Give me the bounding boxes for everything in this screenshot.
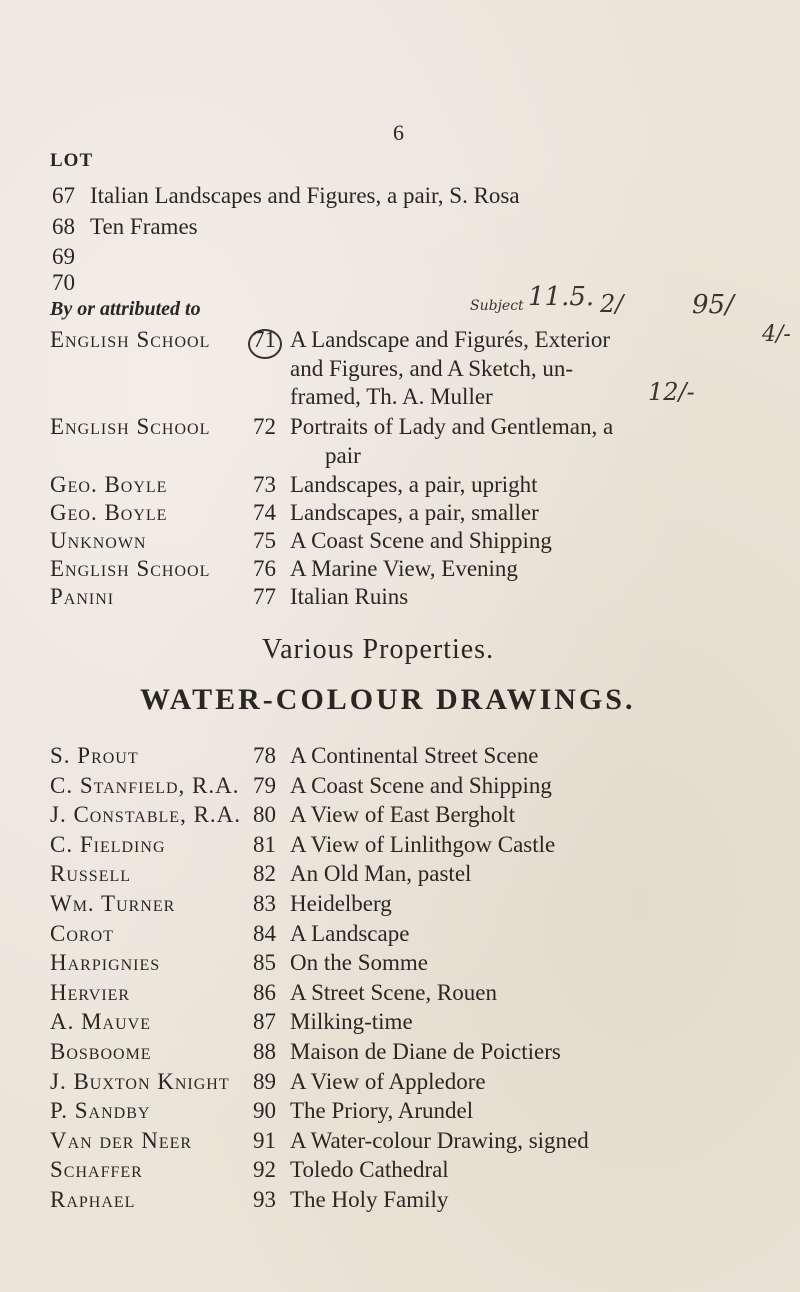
lot-description-continued: pair bbox=[325, 443, 361, 468]
lot-row-90 bbox=[0, 1098, 800, 1132]
lot-description: A View of Linlithgow Castle bbox=[290, 832, 556, 857]
lot-title: Ten Frames bbox=[90, 214, 198, 239]
artist-name: Russell bbox=[50, 861, 132, 886]
lot-description: Heidelberg bbox=[290, 891, 392, 916]
lot-description: A Continental Street Scene bbox=[290, 743, 539, 768]
lot-description: The Holy Family bbox=[290, 1187, 449, 1212]
lot-row-88 bbox=[0, 1039, 800, 1073]
artist-name: C. Stanfield, R.A. bbox=[50, 773, 240, 798]
artist-name: S. Prout bbox=[50, 743, 139, 768]
lot-number: 83 bbox=[253, 891, 276, 916]
lot-row-92 bbox=[0, 1157, 800, 1191]
artist-name: Hervier bbox=[50, 980, 131, 1005]
lot-number: 88 bbox=[253, 1039, 276, 1064]
artist-name: Harpignies bbox=[50, 950, 161, 975]
lot-description: Landscapes, a pair, smaller bbox=[290, 500, 539, 525]
lot-description: A Street Scene, Rouen bbox=[290, 980, 497, 1005]
lot-description: A View of Appledore bbox=[290, 1069, 486, 1094]
lot-description: The Priory, Arundel bbox=[290, 1098, 474, 1123]
artist-name: Unknown bbox=[50, 528, 147, 553]
lot-description: On the Somme bbox=[290, 950, 428, 975]
lot-number: 87 bbox=[253, 1009, 276, 1034]
page-number: 6 bbox=[393, 120, 404, 145]
lot-number: 91 bbox=[253, 1128, 276, 1153]
handwritten-note: 12/- bbox=[648, 378, 695, 406]
lot-number: 81 bbox=[253, 832, 276, 857]
lot-description: Italian Ruins bbox=[290, 584, 409, 609]
lot-number: 85 bbox=[253, 950, 276, 975]
lot-description: A Coast Scene and Shipping bbox=[290, 528, 552, 553]
artist-name: Geo. Boyle bbox=[50, 472, 168, 497]
lot-number: 90 bbox=[253, 1098, 276, 1123]
lot-description: Maison de Diane de Poictiers bbox=[290, 1039, 561, 1064]
attribution-heading: By or attributed to bbox=[50, 298, 201, 320]
lot-description: A Landscape bbox=[290, 921, 410, 946]
lot-description-continued: framed, Th. A. Muller bbox=[290, 384, 493, 409]
lot-row-87 bbox=[0, 1009, 800, 1043]
artist-name: Van der Neer bbox=[50, 1128, 193, 1153]
watercolour-heading: WATER-COLOUR DRAWINGS. bbox=[140, 683, 636, 716]
artist-name: J. Buxton Knight bbox=[50, 1069, 230, 1094]
artist-name: Panini bbox=[50, 584, 115, 609]
artist-name: Schaffer bbox=[50, 1157, 143, 1182]
lot-description: Toledo Cathedral bbox=[290, 1157, 449, 1182]
lot-number: 68 bbox=[52, 214, 75, 239]
lot-number: 67 bbox=[52, 183, 75, 208]
lot-row-85 bbox=[0, 950, 800, 984]
lot-description: A View of East Bergholt bbox=[290, 802, 516, 827]
lot-description-continued: and Figures, and A Sketch, un- bbox=[290, 356, 573, 381]
artist-name: Bosboome bbox=[50, 1039, 152, 1064]
lot-row-93 bbox=[0, 1187, 800, 1221]
lot-number: 77 bbox=[253, 584, 276, 609]
handwritten-note: 2/ bbox=[600, 290, 624, 318]
artist-name: J. Constable, R.A. bbox=[50, 802, 242, 827]
lot-row-80 bbox=[0, 802, 800, 836]
artist-name: Corot bbox=[50, 921, 114, 946]
lot-description: A Landscape and Figurés, Exterior bbox=[290, 327, 610, 352]
section-heading: Various Properties. bbox=[262, 634, 495, 665]
artist-name: English School bbox=[50, 414, 211, 439]
lot-number: 70 bbox=[52, 270, 75, 295]
lot-row-72 bbox=[0, 414, 800, 448]
lot-number: 80 bbox=[253, 802, 276, 827]
lot-row-83 bbox=[0, 891, 800, 925]
lot-number: 71 bbox=[253, 327, 276, 352]
lot-description: An Old Man, pastel bbox=[290, 861, 472, 886]
lot-number: 74 bbox=[253, 500, 276, 525]
lot-row-82 bbox=[0, 861, 800, 895]
lot-row-68 bbox=[0, 214, 800, 248]
artist-name: Raphael bbox=[50, 1187, 136, 1212]
lot-number: 75 bbox=[253, 528, 276, 553]
lot-number: 69 bbox=[52, 244, 75, 269]
lot-description: Landscapes, a pair, upright bbox=[290, 472, 538, 497]
lot-number: 79 bbox=[253, 773, 276, 798]
artist-name: C. Fielding bbox=[50, 832, 166, 857]
handwritten-note: 11.5. bbox=[528, 282, 595, 312]
lot-number: 89 bbox=[253, 1069, 276, 1094]
lot-number: 82 bbox=[253, 861, 276, 886]
lot-number: 86 bbox=[253, 980, 276, 1005]
lot-row-78 bbox=[0, 743, 800, 777]
lot-number: 72 bbox=[253, 414, 276, 439]
lot-description: Portraits of Lady and Gentleman, a bbox=[290, 414, 614, 439]
lot-number: 78 bbox=[253, 743, 276, 768]
lot-description: A Coast Scene and Shipping bbox=[290, 773, 552, 798]
lot-number: 92 bbox=[253, 1157, 276, 1182]
handwritten-note: 95/ bbox=[692, 290, 734, 320]
handwritten-note: 4/- bbox=[762, 322, 791, 347]
lot-title: Italian Landscapes and Figures, a pair, S. Rosa bbox=[90, 183, 520, 208]
lot-number: 93 bbox=[253, 1187, 276, 1212]
lot-row-67 bbox=[0, 183, 800, 217]
lot-row-77 bbox=[0, 584, 800, 618]
lot-description: A Marine View, Evening bbox=[290, 556, 518, 581]
artist-name: A. Mauve bbox=[50, 1009, 151, 1034]
lot-number: 76 bbox=[253, 556, 276, 581]
lot-description: A Water-colour Drawing, signed bbox=[290, 1128, 589, 1153]
handwritten-subject-label: Subject bbox=[470, 298, 524, 314]
artist-name: Wm. Turner bbox=[50, 891, 176, 916]
artist-name: P. Sandby bbox=[50, 1098, 151, 1123]
artist-name: English School bbox=[50, 327, 211, 352]
artist-name: English School bbox=[50, 556, 211, 581]
lot-number: 84 bbox=[253, 921, 276, 946]
artist-name: Geo. Boyle bbox=[50, 500, 168, 525]
lot-description: Milking-time bbox=[290, 1009, 413, 1034]
lot-column-header: LOT bbox=[50, 150, 94, 171]
lot-number: 73 bbox=[253, 472, 276, 497]
